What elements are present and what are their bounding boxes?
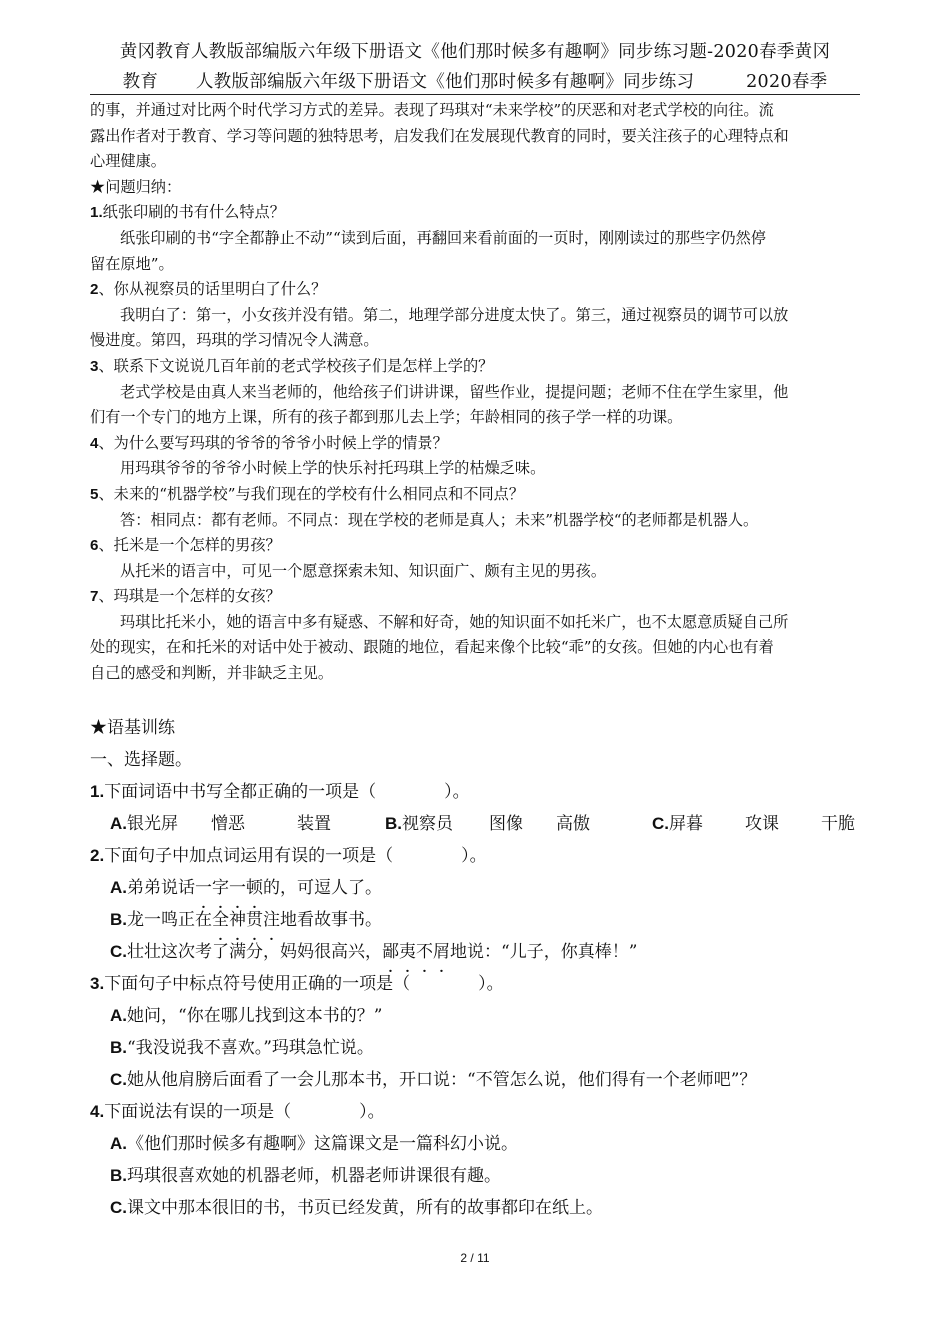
question-number: 3. [90, 974, 105, 993]
answer-line: 从托米的语言中，可见一个愿意探索未知、知识面广、颇有主见的男孩。 [120, 561, 606, 580]
option-a [90, 872, 862, 904]
question-number: 1. [90, 204, 103, 222]
page-header-line1: 黄冈教育人教版部编版六年级下册语文《他们那时候多有趣啊》同步练习题-2020春季黄冈 [119, 42, 831, 62]
option-word: 装置 [297, 814, 331, 834]
option-text: 课文中那本很旧的书，书页已经发黄，所有的故事都印在纸上。 [127, 1198, 603, 1218]
answer-line: 自己的感受和判断，并非缺乏主见。 [90, 664, 333, 683]
intro-line: 心理健康。 [90, 152, 166, 171]
question [90, 584, 862, 610]
option-text: “我没说我不喜欢。”玛琪急忙说。 [127, 1038, 374, 1058]
question-text: 下面词语中书写全都正确的一项是（ ）。 [104, 782, 470, 802]
option-word: 屏暮 [669, 814, 703, 834]
option-text: 壮壮这次考了满分，妈妈很高兴， [127, 942, 382, 962]
dotted-word [382, 942, 450, 962]
dotted-char: 全 [212, 910, 229, 930]
dotted-word [212, 910, 280, 930]
part-title: 一、选择题。 [90, 750, 192, 770]
exercise-question [90, 968, 862, 1000]
question-number: 2 [90, 281, 99, 299]
dotted-char: 不 [416, 942, 433, 962]
exercise-section [90, 712, 862, 1224]
question-text: 、为什么要写玛琪的爷爷的爷爷小时候上学的情景？ [98, 433, 448, 452]
option-label: A. [110, 1134, 127, 1153]
header-segment-3: 2020春季 [746, 72, 828, 92]
header-rule [90, 94, 860, 95]
option-label: A. [110, 878, 127, 897]
option-text: 地说：“儿子，你真棒！” [450, 942, 638, 962]
question-text: 、托米是一个怎样的男孩？ [98, 536, 281, 555]
answer-line: 慢进度。第四，玛琪的学习情况令人满意。 [90, 331, 379, 350]
answer-line: 们有一个专门的地方上课，所有的孩子都到那儿去上学；年龄相同的孩子学一样的功课。 [90, 408, 683, 427]
exercise-question [90, 840, 862, 872]
question-number: 4. [90, 1102, 105, 1121]
option-label: B. [110, 1166, 127, 1185]
question-number: 1. [90, 782, 105, 801]
exercise-question [90, 776, 862, 808]
question-text: 、你从视察员的话里明白了什么？ [98, 280, 327, 299]
answer-line: 答：相同点：都有老师。不同点：现在学校的老师是真人；未来”机器学校“的老师都是机器人。 [120, 510, 759, 529]
question-text: 下面说法有误的一项是（ ）。 [104, 1102, 385, 1122]
option-text: 的，可逗人了。 [263, 878, 382, 898]
dotted-word [195, 878, 263, 898]
option-label: A. [110, 1006, 127, 1025]
answer-line: 老式学校是由真人来当老师的，他给孩子们讲讲课，留些作业，提提问题；老师不住在学生家里，他 [120, 382, 789, 401]
page-number: 2 / 11 [460, 1251, 490, 1265]
option-text: 《他们那时候多有趣啊》这篇课文是一篇科幻小说。 [127, 1134, 518, 1154]
header-segment-2: 人教版部编版六年级下册语文《他们那时候多有趣啊》同步练习 [195, 72, 695, 92]
option-text: 地看故事书。 [280, 910, 382, 930]
question-text: 下面句子中加点词运用有误的一项是（ ）。 [104, 846, 487, 866]
question-number: 5 [90, 485, 99, 503]
question [90, 200, 862, 226]
question-text: 、玛琪是一个怎样的女孩？ [98, 587, 281, 606]
question [90, 533, 862, 559]
option-word: 攻课 [745, 814, 779, 834]
option-label: B. [110, 1038, 127, 1057]
option-label: A. [110, 814, 127, 833]
option-word: 图像 [489, 814, 523, 834]
question-text: 、未来的“机器学校”与我们现在的学校有什么相同点和不同点？ [98, 484, 525, 503]
question-number: 6 [90, 537, 99, 555]
question-text: 、联系下文说说几百年前的老式学校孩子们是怎样上学的？ [98, 356, 494, 375]
option-row [90, 808, 862, 840]
answer-line: 玛琪比托米小，她的语言中多有疑惑、不解和好奇，她的知识面不如托米广，也不太愿意质疑自己所 [120, 612, 789, 631]
header-segment-1: 教育 [122, 72, 159, 92]
question [90, 277, 862, 303]
option-text: 玛琪很喜欢她的机器老师，机器老师讲课很有趣。 [127, 1166, 501, 1186]
dotted-char: 夷 [399, 942, 416, 962]
question-number: 7 [90, 588, 99, 606]
option-word: 憎恶 [211, 814, 245, 834]
option-label: C. [110, 1070, 127, 1089]
intro-line: 的事，并通过对比两个时代学习方式的差异。表现了玛琪对“未来学校”的厌恶和对老式学校的向往。流 [90, 101, 774, 119]
question-number: 2. [90, 846, 105, 865]
document-body [90, 98, 862, 687]
question-number: 3 [90, 357, 99, 375]
option-c [90, 936, 862, 968]
option-c [90, 1192, 862, 1224]
dotted-char: 一 [195, 878, 212, 898]
question-text: 下面句子中标点符号使用正确的一项是（ ）。 [104, 974, 504, 994]
page-header-line2 [90, 68, 860, 93]
option-word: 银光屏 [127, 814, 178, 834]
dotted-char: 贯 [246, 910, 263, 930]
option-label: B. [110, 910, 127, 929]
dotted-char: 一 [229, 878, 246, 898]
option-c [90, 1064, 862, 1096]
answer-line: 留在原地”。 [90, 254, 174, 273]
option-b [90, 1160, 862, 1192]
dotted-char: 神 [229, 910, 246, 930]
option-b [90, 1032, 862, 1064]
option-label: B. [385, 814, 402, 833]
option-text: 她问，“你在哪儿找到这本书的？” [127, 1006, 383, 1026]
answer-line: 用玛琪爷爷的爷爷小时候上学的快乐衬托玛琪上学的枯燥乏味。 [120, 459, 546, 478]
section-title: ★语基训练 [90, 718, 175, 738]
option-text: 龙一鸣正在 [127, 910, 212, 930]
dotted-char: 注 [263, 910, 280, 930]
question-text: 纸张印刷的书有什么特点？ [102, 203, 285, 222]
summary-title: ★问题归纳： [90, 177, 182, 196]
option-label: C. [110, 1198, 127, 1217]
exercise-question [90, 1096, 862, 1128]
option-label: C. [110, 942, 127, 961]
intro-line: 露出作者对于教育、学习等问题的独特思考，启发我们在发展现代教育的同时，要关注孩子的心理特点和 [90, 126, 789, 145]
answer-line: 我明白了：第一，小女孩并没有错。第二，地理学部分进度太快了。第三，通过视察员的调节可以放 [120, 305, 789, 324]
option-a [90, 1128, 862, 1160]
question [90, 354, 862, 380]
option-text: 她从他肩膀后面看了一会儿那本书，开口说：“不管怎么说，他们得有一个老师吧”？ [127, 1070, 757, 1090]
option-word: 高傲 [556, 814, 590, 834]
question [90, 482, 862, 508]
dotted-char: 屑 [433, 942, 450, 962]
question [90, 431, 862, 457]
option-a [90, 1000, 862, 1032]
answer-line: 处的现实，在和托米的对话中处于被动、跟随的地位，看起来像个比较“乖”的女孩。但她的内心也有着 [90, 638, 774, 657]
option-word: 视察员 [402, 814, 453, 834]
option-label: C. [652, 814, 669, 833]
option-text: 弟弟说话 [127, 878, 195, 898]
question-number: 4 [90, 434, 99, 452]
dotted-char: 字 [212, 878, 229, 898]
dotted-char: 顿 [246, 878, 263, 898]
option-word: 干脆 [821, 814, 855, 834]
answer-line: 纸张印刷的书“字全都静止不动”“读到后面，再翻回来看前面的一页时，刚刚读过的那些字仍然停 [120, 228, 766, 247]
dotted-char: 鄙 [382, 942, 399, 962]
